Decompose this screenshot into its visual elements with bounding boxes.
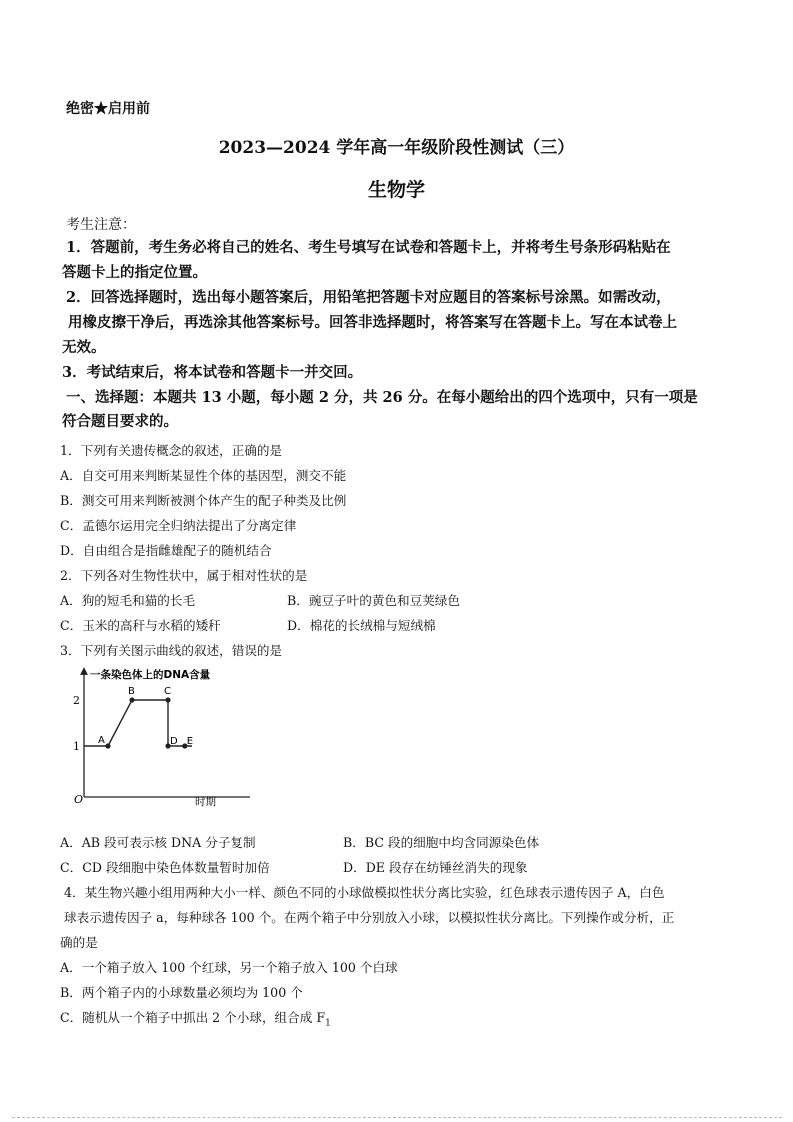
chart-point-label-e: E bbox=[186, 736, 194, 747]
section-heading-cont: 符合题目要求的。 bbox=[62, 413, 178, 430]
x-axis-label: 时期 bbox=[195, 796, 216, 808]
chart-point-a bbox=[105, 743, 110, 748]
chart-point-b bbox=[129, 697, 134, 702]
q4-option-c bbox=[60, 1007, 331, 1029]
chart-title: 一条染色体上的DNA含量 bbox=[90, 669, 211, 681]
q4-option-a: A．一个箱子放入 100 个红球，另一个箱子放入 100 个白球 bbox=[60, 960, 398, 975]
q2-option-b: B．豌豆子叶的黄色和豆荚绿色 bbox=[287, 593, 460, 608]
q2-option-d: D．棉花的长绒棉与短绒棉 bbox=[287, 618, 436, 633]
exam-title: 2023—2024 学年高一年级阶段性测试（三） bbox=[218, 138, 575, 158]
q4-option-c-text: C．随机从一个箱子中抓出 2 个小球，组合成 F bbox=[60, 1010, 326, 1025]
notice-line: 3．考试结束后，将本试卷和答题卡一并交回。 bbox=[62, 364, 363, 381]
notice-line: 2．回答选择题时，选出每小题答案后，用铅笔把答题卡对应题目的答案标号涂黑。如需改动， bbox=[66, 289, 671, 306]
q1-option-c: C．孟德尔运用完全归纳法提出了分离定律 bbox=[60, 518, 297, 533]
q3-option-a: A．AB 段可表示核 DNA 分子复制 bbox=[60, 835, 256, 850]
q2-stem: 2．下列各对生物性状中，属于相对性状的是 bbox=[60, 568, 308, 583]
y-tick-1: 1 bbox=[73, 740, 80, 753]
q4-stem-line: 球表示遗传因子 a，每种球各 100 个。在两个箱子中分别放入小球，以模拟性状分离比。下列操作或分析，正 bbox=[64, 910, 675, 925]
chart-point-label-a: A bbox=[98, 735, 105, 746]
q1-option-d: D．自由组合是指雌雄配子的随机结合 bbox=[60, 543, 272, 558]
notice-line: 无效。 bbox=[62, 339, 106, 356]
origin-label: O bbox=[74, 793, 84, 806]
q4-option-b: B．两个箱子内的小球数量必须均为 100 个 bbox=[60, 985, 303, 1000]
dna-content-chart bbox=[62, 665, 252, 815]
notice-line: 用橡皮擦干净后，再选涂其他答案标号。回答非选择题时，将答案写在答题卡上。写在本试卷上 bbox=[68, 314, 677, 331]
q3-option-c: C．CD 段细胞中染色体数量暂时加倍 bbox=[60, 860, 270, 875]
notice-heading: 考生注意： bbox=[66, 217, 136, 233]
q1-stem: 1．下列有关遗传概念的叙述，正确的是 bbox=[60, 443, 283, 458]
y-tick-2: 2 bbox=[73, 694, 80, 707]
q4-stem-line: 确的是 bbox=[60, 935, 98, 950]
q3-option-d: D．DE 段存在纺锤丝消失的现象 bbox=[343, 860, 528, 875]
q1-option-b: B．测交可用来判断被测个体产生的配子种类及比例 bbox=[60, 493, 347, 508]
subject-title: 生物学 bbox=[367, 179, 425, 201]
q3-option-b: B．BC 段的细胞中均含同源染色体 bbox=[343, 835, 540, 850]
q4-stem-line: 4．某生物兴趣小组用两种大小一样、颜色不同的小球做模拟性状分离比实验，红色球表示遗传因子 A，白色 bbox=[64, 885, 665, 900]
q2-option-a: A．狗的短毛和猫的长毛 bbox=[60, 593, 196, 608]
chart-point-label-d: D bbox=[170, 736, 178, 747]
q2-option-c: C．玉米的高秆与水稻的矮秆 bbox=[60, 618, 221, 633]
q4-option-c-subscript: 1 bbox=[325, 1018, 331, 1029]
confidential-label: 绝密★启用前 bbox=[66, 101, 150, 117]
q3-stem: 3．下列有关图示曲线的叙述，错误的是 bbox=[60, 643, 283, 658]
page-divider bbox=[12, 1117, 782, 1118]
q1-option-a: A．自交可用来判断某显性个体的基因型，测交不能 bbox=[60, 468, 347, 483]
chart-point-label-c: C bbox=[164, 686, 171, 697]
chart-point-c bbox=[165, 697, 170, 702]
notice-line: 答题卡上的指定位置。 bbox=[62, 264, 207, 281]
chart-point-label-b: B bbox=[128, 686, 135, 697]
section-heading: 一、选择题：本题共 13 小题，每小题 2 分，共 26 分。在每小题给出的四个选项中，只有一项是 bbox=[66, 389, 698, 406]
notice-line: 1．答题前，考生务必将自己的姓名、考生号填写在试卷和答题卡上，并将考生号条形码粘贴在 bbox=[66, 239, 671, 256]
